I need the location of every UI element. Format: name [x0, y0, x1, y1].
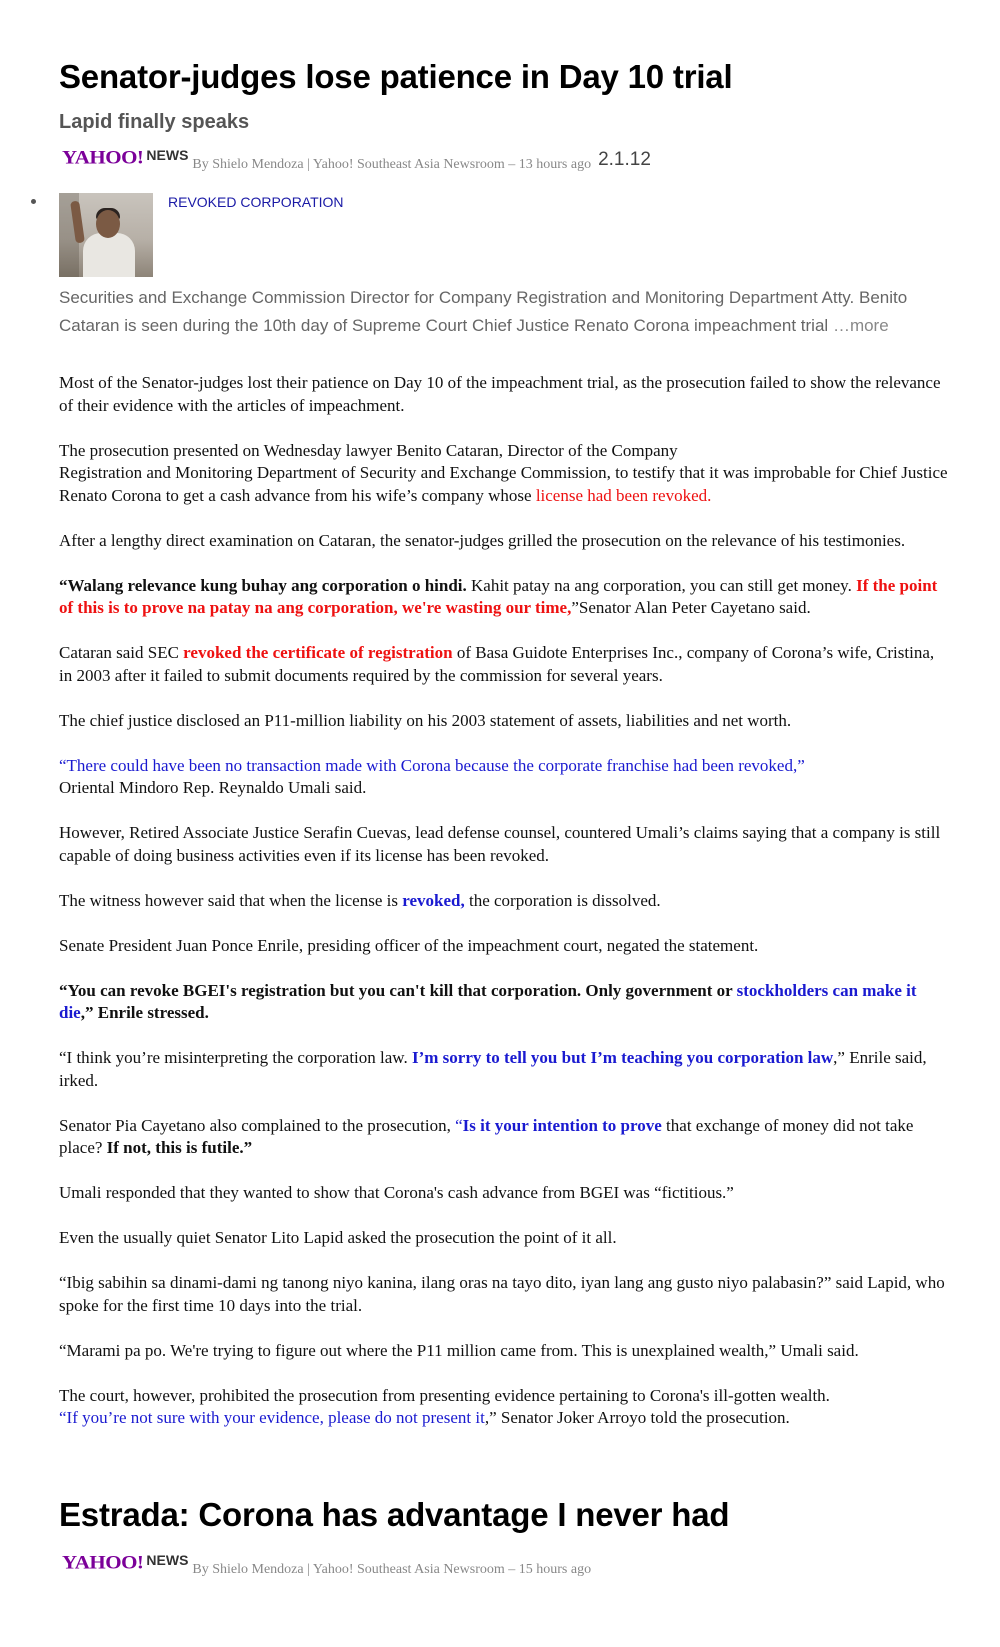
paragraph — [59, 890, 949, 913]
bold-quote: ,” Enrile stressed. — [80, 1003, 209, 1022]
photo-caption — [59, 284, 939, 340]
second-article-headline: Estrada: Corona has advantage I never had — [59, 1496, 730, 1533]
blue-emphasis: I’m sorry to tell you but I’m teaching you corporation law — [411, 1048, 834, 1067]
paragraph: “Ibig sabihin sa dinami-dami ng tanong niyo kanina, ilang oras na tayo dito, iyan lang ang gusto niyo palabasin?” said Lapid, who spoke for the first time 10 days into the trial. — [59, 1273, 945, 1315]
paragraph — [59, 1385, 949, 1430]
red-emphasis: license had been revoked. — [535, 485, 712, 505]
text-span: ,” Enrile said, irked. — [59, 1048, 927, 1090]
paragraph — [59, 575, 949, 620]
blue-emphasis: stockholders can make it die — [59, 980, 917, 1022]
yahoo-logo[interactable]: YAHOO! — [62, 146, 144, 168]
yahoo-news-label[interactable]: NEWS — [146, 147, 189, 163]
photo-caption-text: Securities and Exchange Commission Director for Company Registration and Monitoring Department Atty. Benito Cataran is seen during the 10th day of Supreme Court Chief Justice Renato Corona impeachment trial — [59, 288, 908, 335]
article-date: 2.1.12 — [598, 149, 651, 170]
text-span: Cataran said SEC — [59, 643, 184, 662]
text-span: ”Senator Alan Peter Cayetano said. — [571, 598, 811, 617]
paragraph: Even the usually quiet Senator Lito Lapid asked the prosecution the point of it all. — [59, 1228, 617, 1247]
photo-title-link[interactable]: REVOKED CORPORATION — [168, 194, 344, 210]
list-bullet — [31, 199, 36, 204]
bold-quote: If not, this is futile.” — [106, 1138, 253, 1157]
yahoo-logo[interactable]: YAHOO! — [62, 1551, 144, 1573]
text-span: The court, however, prohibited the prosecution from presenting evidence pertaining to Corona's ill-gotten wealth. — [59, 1385, 830, 1405]
blue-emphasis: revoked, — [402, 890, 465, 910]
text-span: the corporation is dissolved. — [464, 890, 661, 910]
text-span: that exchange of money did not take place? — [59, 1115, 914, 1157]
text-span: ,” Senator Joker Arroyo told the prosecution. — [484, 1408, 790, 1427]
paragraph — [59, 642, 949, 687]
text-span: Registration and Monitoring Department of Security and Exchange Commission, to testify that it was improbable for Chief Justice Renato Corona to get a cash advance from his wife’s company whose — [59, 463, 948, 505]
blue-quote: “If you’re not sure with your evidence, please do not present it — [59, 1408, 485, 1427]
paragraph: However, Retired Associate Justice Serafin Cuevas, lead defense counsel, countered Umali’s claims saying that a company is still capable of doing business activities even if its license has been revoked. — [59, 823, 941, 865]
photo-of-man-raising-hand-icon[interactable] — [59, 193, 153, 277]
paragraph: After a lengthy direct examination on Cataran, the senator-judges grilled the prosecution on the relevance of his testimonies. — [59, 530, 906, 550]
bold-quote: “Walang relevance kung buhay ang corporation o hindi. — [59, 575, 467, 595]
second-article-byline — [62, 1550, 591, 1578]
paragraph: Umali responded that they wanted to show that Corona's cash advance from BGEI was “fictitious.” — [59, 1183, 734, 1202]
paragraph — [59, 1047, 949, 1092]
bold-quote: “You can revoke BGEI's registration but you can't kill that corporation. Only government or — [59, 980, 737, 1000]
byline-text: By Shielo Mendoza | Yahoo! Southeast Asia Newsroom – 15 hours ago — [192, 1562, 592, 1577]
text-span: Senator Pia Cayetano also complained to the prosecution, — [59, 1115, 456, 1135]
paragraph: The chief justice disclosed an P11-million liability on his 2003 statement of assets, liabilities and net worth. — [59, 710, 792, 730]
red-emphasis: revoked the certificate of registration — [183, 643, 453, 662]
caption-more-link[interactable]: …more — [832, 316, 889, 335]
byline-text: By Shielo Mendoza | Yahoo! Southeast Asia Newsroom – 13 hours ago — [192, 157, 592, 172]
paragraph — [59, 440, 949, 508]
text-span: Oriental Mindoro Rep. Reynaldo Umali said. — [59, 778, 367, 797]
paragraph: Most of the Senator-judges lost their patience on Day 10 of the impeachment trial, as the prosecution failed to show the relevance of their evidence with the articles of impeachment. — [59, 373, 941, 415]
article-subhead: Lapid finally speaks — [59, 111, 250, 133]
article-body — [59, 372, 949, 1452]
blue-emphasis: Is it your intention to prove — [462, 1115, 662, 1135]
text-span: “I think you’re misinterpreting the corporation law. — [59, 1048, 412, 1067]
text-span: The witness however said that when the license is — [59, 890, 403, 910]
paragraph: “Marami pa po. We're trying to figure out where the P11 million came from. This is unexplained wealth,” Umali said. — [59, 1340, 859, 1360]
paragraph — [59, 980, 949, 1025]
paragraph — [59, 755, 949, 800]
text-span: Kahit patay na ang corporation, you can still get money. — [466, 575, 857, 595]
yahoo-news-label[interactable]: NEWS — [146, 1552, 189, 1568]
red-emphasis: If the point of this is to prove na patay na ang corporation, we're wasting our time, — [59, 575, 938, 617]
article-headline: Senator-judges lose patience in Day 10 trial — [59, 58, 733, 95]
text-span: The prosecution presented on Wednesday lawyer Benito Cataran, Director of the Company — [59, 440, 678, 460]
article-byline — [62, 145, 651, 173]
paragraph — [59, 1115, 949, 1160]
blue-quote-mark: “ — [455, 1115, 463, 1135]
blue-quote: “There could have been no transaction made with Corona because the corporate franchise had been revoked,” — [59, 755, 805, 775]
paragraph: Senate President Juan Ponce Enrile, presiding officer of the impeachment court, negated the statement. — [59, 935, 759, 955]
text-span: of Basa Guidote Enterprises Inc., company of Corona’s wife, Cristina, in 2003 after it failed to submit documents required by the commission for several years. — [59, 643, 935, 685]
